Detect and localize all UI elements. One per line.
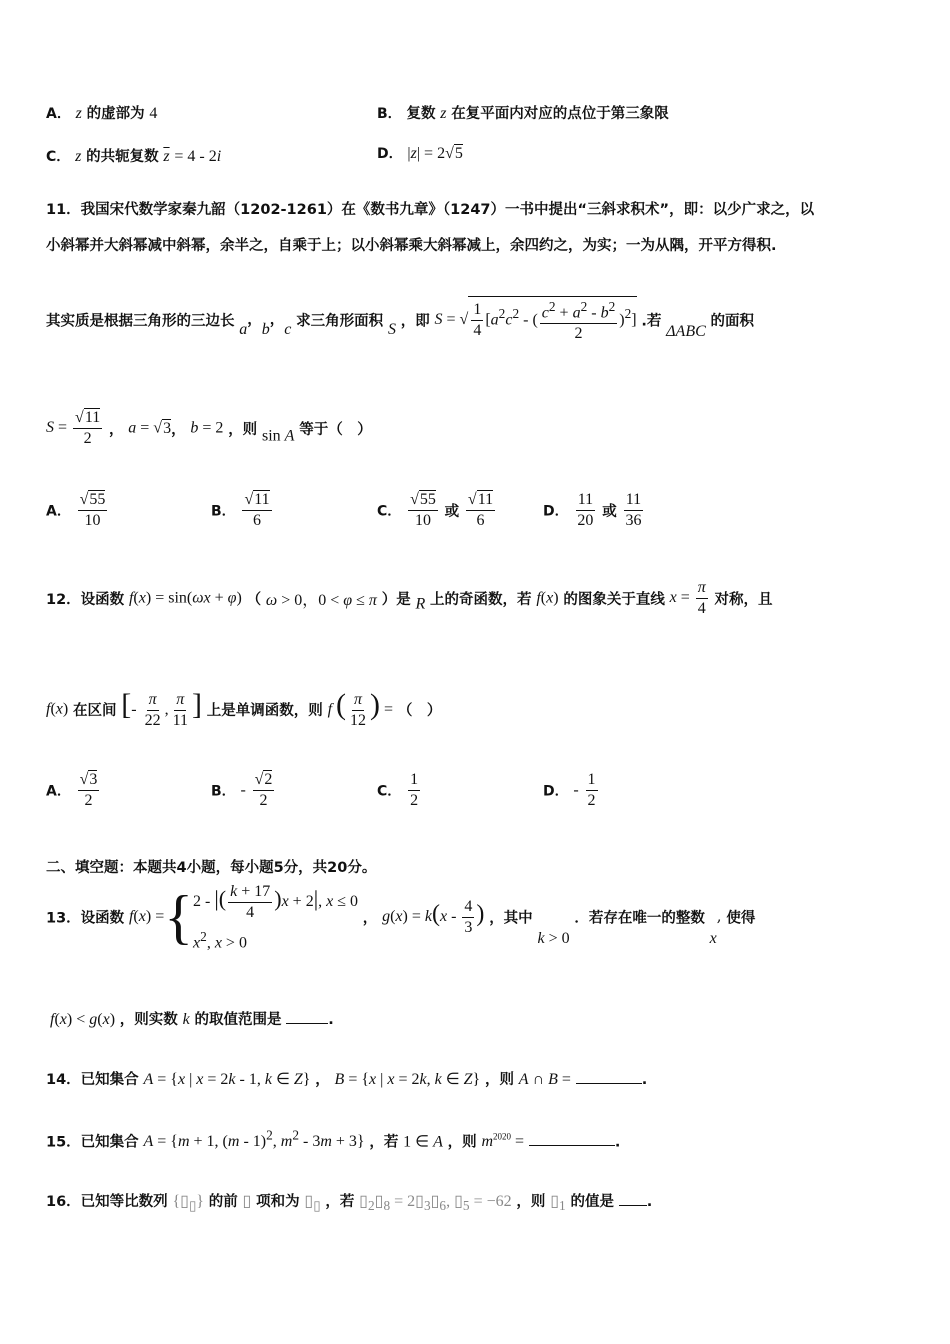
- math-z: z: [75, 148, 82, 165]
- q11-line3: 其实质是根据三角形的三边长 a，b，c 求三角形面积 S ，即 S = √ $\frac{1}{4}$ [$a^2c^2$ - ( $\frac{c^2 + a^2 - b^2}{2}$ )$^2$] .若 ΔABC 的面积: [46, 296, 754, 344]
- option-label: C．: [46, 149, 71, 165]
- text: .: [328, 1012, 334, 1028]
- answer-blank[interactable]: [619, 1205, 647, 1206]
- text: .: [646, 1194, 653, 1210]
- text: 的图象关于直线: [563, 592, 665, 608]
- option-text: 在复平面内对应的点位于第三象限: [451, 106, 669, 122]
- text: ，若: [369, 1134, 399, 1151]
- text: 其实质是根据三角形的三边长: [46, 313, 235, 330]
- text: 使得: [726, 910, 756, 927]
- answer-blank[interactable]: [286, 1023, 328, 1024]
- text: 的面积: [710, 313, 755, 330]
- math-abc: a: [239, 321, 248, 339]
- option-label: A．: [46, 783, 71, 800]
- text: （ ）: [397, 702, 442, 719]
- text: 的值是: [570, 1194, 614, 1210]
- q12-line2: f(x) 在区间 [- $\frac{\pi}{22}$ , $\frac{\pi}{11}$ ] 上是单调函数，则 f ( $\frac{\pi}{12}$ ) = （ ）: [46, 688, 442, 729]
- math-abs: |z| = 2√5: [407, 145, 463, 162]
- q10-option-b: [377, 102, 669, 123]
- text: ，: [315, 1072, 330, 1088]
- text: 16．已知等比数列: [46, 1194, 168, 1210]
- or-word: 或: [444, 504, 460, 520]
- text: ，其中: [489, 910, 533, 927]
- q11-line1: 11．我国宋代数学家秦九韶（1202-1261）在《数书九章》（1247）一书中提出“三斜求积术”，即：以少广求之，以: [46, 202, 815, 218]
- text: .: [614, 1134, 621, 1151]
- q12-option-a: A． $\frac{√3}{2}$: [46, 771, 98, 809]
- option-label: C．: [377, 503, 402, 520]
- option-text: 的虚部为: [86, 106, 145, 122]
- section-heading: 二、填空题：本题共4小题，每小题5分，共20分。: [46, 860, 377, 876]
- option-label: C．: [377, 783, 402, 800]
- q12-option-c: C． $\frac{1}{2}$: [377, 771, 419, 809]
- q11-line2: 小斜幂并大斜幂减中斜幂，余半之，自乘于上；以小斜幂乘大斜幂减上，余四约之，为实；一为从隅，开平方得积.: [46, 238, 777, 254]
- text: ，则: [228, 422, 258, 438]
- text: 等于（ ）: [299, 422, 372, 438]
- text: 求三角形面积: [296, 313, 384, 330]
- answer-blank[interactable]: [576, 1083, 642, 1084]
- q10-option-a: [46, 102, 157, 123]
- q13-line1: 13．设函数 f ( x ) = { 2 - |( $\frac{k + 17}{4}$ )x + 2|, x ≤ 0 $x^2$, x > 0 ， g(x) = k(x - $\frac{4}{3}$ ) ，其中 k > 0 ．若存在唯一的整数 x, 使得: [46, 883, 756, 952]
- text: 在区间: [73, 702, 117, 719]
- piecewise-f: f ( x ) = { 2 - |( $\frac{k + 17}{4}$ )x + 2|, x ≤ 0 $x^2$, x > 0: [128, 883, 358, 952]
- text: ，则: [516, 1194, 546, 1210]
- q10-option-d: [377, 143, 463, 163]
- option-label: B．: [211, 503, 236, 520]
- text: 14．已知集合: [46, 1072, 139, 1088]
- q11-line4: S = $\frac{√11}{2}$ ， a = √3， b = 2 ，则 sin A 等于（ ）: [46, 409, 372, 447]
- text: 的前: [208, 1194, 238, 1210]
- text: ，则: [447, 1134, 477, 1151]
- q11-option-a: A． $\frac{√55}{10}$: [46, 491, 106, 529]
- text: ，即: [400, 313, 430, 330]
- option-label: B．: [211, 783, 236, 800]
- text: 上是单调函数，则: [206, 702, 323, 719]
- q10-option-c: [46, 145, 221, 166]
- option-label: A．: [46, 106, 71, 122]
- q12-option-b: B． - $\frac{√2}{2}$: [211, 771, 273, 809]
- text: ，则: [485, 1072, 515, 1088]
- q16: 16．已知等比数列 $\{▯_▯\}$ 的前 ▯ 项和为 $▯_▯$ ，若 $▯_2▯_8$ = $2▯_3▯_6$, $▯_5 = -62$ ，则 $▯_1$ 的值是 .: [46, 1193, 653, 1214]
- math-z: z: [440, 105, 447, 122]
- or-word: 或: [602, 504, 617, 520]
- math-area: S = $\frac{√11}{2}$: [46, 409, 101, 447]
- math-conj: $\overline{z}$: [163, 148, 170, 165]
- heron-formula: S = √ $\frac{1}{4}$ [$a^2c^2$ - ( $\frac{c^2 + a^2 - b^2}{2}$ )$^2$]: [435, 311, 637, 328]
- option-label: D．: [377, 146, 403, 162]
- q11-option-d: D． $\frac{11}{20}$ 或 $\frac{11}{36}$: [543, 491, 642, 529]
- q12-line1: 12．设函数 f(x) = sin(ωx + φ) （ ω > 0，0 < φ ≤ π ）是 R 上的奇函数，若 f(x) 的图象关于直线 x = $\frac{\pi}{4}$ 对称，且: [46, 579, 773, 617]
- text: 上的奇函数，若: [430, 592, 532, 608]
- option-text: 的共轭复数: [86, 149, 159, 165]
- text: .若: [641, 313, 662, 330]
- text: 对称，且: [714, 592, 773, 608]
- option-label: D．: [543, 783, 569, 800]
- option-label: D．: [543, 503, 569, 520]
- text: ，: [362, 910, 378, 927]
- text: ）是: [381, 592, 411, 608]
- math-triangle: ΔABC: [666, 323, 706, 341]
- option-text: 复数: [406, 106, 436, 122]
- q13-line2: f(x) < g(x) ，则实数 k 的取值范围是 .: [50, 1011, 334, 1028]
- q11-option-c: C． $\frac{√55}{10}$ 或 $\frac{√11}{6}$: [377, 491, 494, 529]
- math-z: z: [75, 105, 82, 122]
- q15: 15．已知集合 A = {m + 1, (m - 1)$^2$, $m^2 - 3m + 3$} ，若 1 ∈ A ，则 $m^{2020}$ = .: [46, 1128, 621, 1151]
- text: 的取值范围是: [194, 1012, 282, 1028]
- math-expr: = 4 - 2i: [174, 148, 222, 165]
- text: 12．设函数: [46, 592, 125, 608]
- q12-option-d: D． - $\frac{1}{2}$: [543, 771, 596, 809]
- text: （: [246, 592, 262, 608]
- text: .: [641, 1072, 648, 1088]
- text: ．若存在唯一的整数: [574, 910, 705, 927]
- math-sina: sin A: [261, 427, 295, 445]
- q14: 14．已知集合 A = {x | x = 2k - 1, k ∈ Z} ， B = {x | x = 2k, k ∈ Z} ，则 A ∩ B = .: [46, 1071, 648, 1088]
- math-s: S: [387, 321, 396, 339]
- option-label: B．: [377, 106, 402, 122]
- text: ，若: [325, 1194, 355, 1210]
- answer-blank[interactable]: [529, 1145, 615, 1146]
- text: 13．设函数: [46, 910, 125, 927]
- text: 项和为: [256, 1194, 300, 1210]
- math-4: 4: [149, 105, 158, 122]
- text: ，则实数: [119, 1012, 178, 1028]
- q11-option-b: B． $\frac{√11}{6}$: [211, 491, 270, 529]
- option-label: A．: [46, 503, 71, 520]
- text: 15．已知集合: [46, 1134, 139, 1151]
